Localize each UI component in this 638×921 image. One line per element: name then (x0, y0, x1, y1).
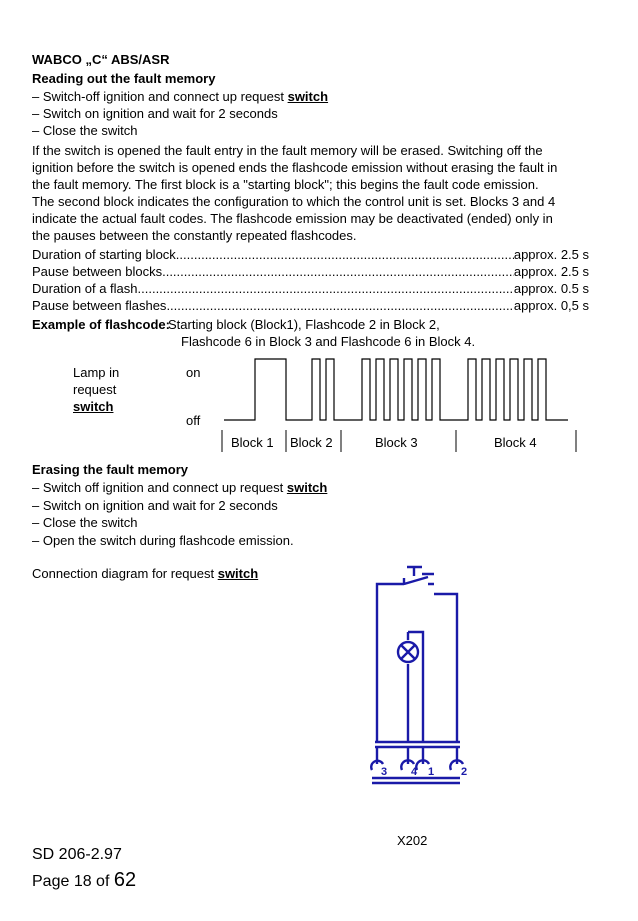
connector-base (372, 778, 460, 783)
document-title: WABCO „C“ ABS/ASR (32, 52, 170, 67)
pin-label-3: 3 (381, 766, 388, 778)
erasing-step-4: – Open the switch during flashcode emission. (32, 533, 294, 548)
page-indicator: Page 18 of 62 (32, 869, 137, 891)
paragraph-line-6: the pauses between the constantly repeated flashcodes. (32, 228, 357, 243)
total-pages: 62 (113, 869, 137, 891)
block-label-1: Block 1 (231, 435, 274, 450)
duration-row-pause-blocks: Pause between blocks ..... approx. 2.5 s (32, 263, 589, 280)
document-number: SD 206-2.97 (32, 846, 122, 863)
pin-label-1: 1 (428, 766, 435, 778)
duration-row-flash: Duration of a flash ..... approx. 0.5 s (32, 280, 589, 297)
switch-keyword: switch (287, 89, 329, 104)
lamp-cross (401, 645, 415, 659)
reading-step-3: – Close the switch (32, 123, 138, 138)
erasing-step-2: – Switch on ignition and wait for 2 seconds (32, 498, 278, 513)
lamp-label-line-1: Lamp in (73, 365, 120, 380)
section-heading-erasing: Erasing the fault memory (32, 462, 189, 477)
pin-label-2: 2 (461, 766, 468, 778)
circuit-wire-right (434, 594, 457, 742)
erasing-step-1: – Switch off ignition and connect up request switch (32, 480, 328, 495)
switch-keyword: switch (217, 566, 259, 581)
circuit-wire-left (377, 584, 404, 742)
paragraph-line-2: ignition before the switch is opened ends the flashcode emission without erasing the fault in (32, 160, 558, 175)
lamp-label-line-2: request (73, 382, 117, 397)
block-label-4: Block 4 (494, 435, 537, 450)
block-label-3: Block 3 (375, 435, 418, 450)
lamp-label-switch: switch (73, 399, 114, 414)
reading-step-2: – Switch on ignition and wait for 2 seconds (32, 106, 278, 121)
on-label: on (186, 365, 201, 380)
example-line-2: Flashcode 6 in Block 3 and Flashcode 6 in Block 4. (181, 334, 476, 349)
switch-keyword: switch (286, 480, 328, 495)
section-heading-reading: Reading out the fault memory (32, 71, 216, 86)
erasing-step-3: – Close the switch (32, 515, 138, 530)
reading-step-1: – Switch-off ignition and connect up request switch (32, 89, 329, 104)
example-line-1: Starting block (Block1), Flashcode 2 in Block 2, (168, 317, 440, 332)
connector-pins (377, 747, 457, 764)
connection-diagram-caption: Connection diagram for request switch (32, 566, 259, 581)
duration-row-pause-flashes: Pause between flashes ..... approx. 0,5 s (32, 297, 589, 314)
paragraph-line-1: If the switch is opened the fault entry in the fault memory will be erased. Switching off the (32, 143, 543, 158)
pin-label-4: 4 (411, 766, 418, 778)
example-label: Example of flashcode: (32, 317, 170, 332)
connector-label: X202 (397, 833, 428, 848)
switch-push-button (407, 567, 422, 576)
paragraph-line-4: The second block indicates the configuration to which the control unit is set. Blocks 3 and 4 (32, 194, 556, 209)
switch-contacts (404, 574, 434, 585)
paragraph-line-5: indicate the actual fault codes. The flashcode emission may be deactivated (ended) only in (32, 211, 553, 226)
connector-bus (375, 742, 460, 747)
duration-row-starting-block: Duration of starting block ..... approx. 2.5 s (32, 246, 589, 263)
paragraph-line-3: the fault memory. The first block is a "starting block"; this begins the fault code emission. (32, 177, 539, 192)
block-label-2: Block 2 (290, 435, 333, 450)
off-label: off (186, 413, 201, 428)
